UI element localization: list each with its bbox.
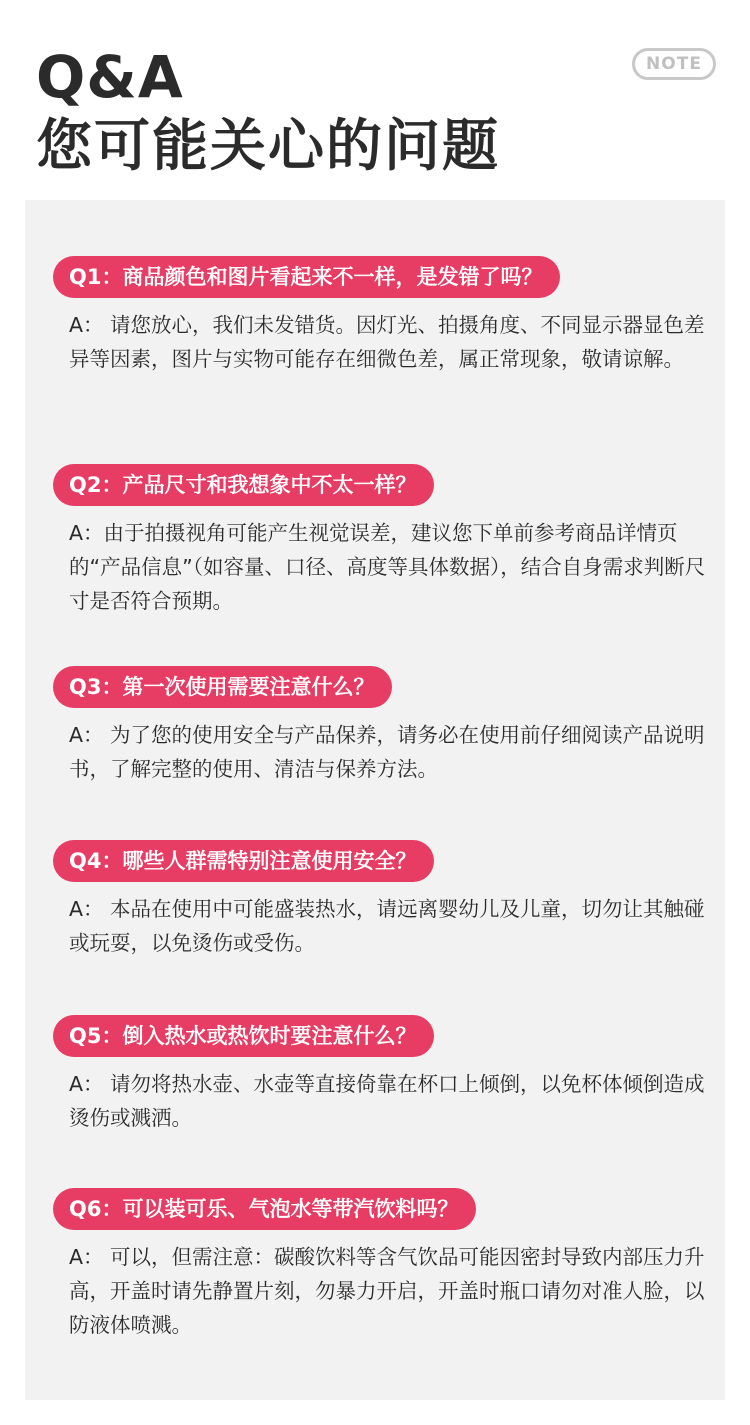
faq-item-6 — [53, 1188, 713, 1342]
faq-item-5 — [53, 1015, 713, 1135]
faq-item-2 — [53, 464, 713, 618]
question-pill: Q6：可以装可乐、气泡水等带汽饮料吗？ — [53, 1188, 476, 1230]
faq-panel — [25, 200, 725, 1400]
page-title-en: Q&A — [36, 43, 184, 111]
question-pill: Q1：商品颜色和图片看起来不一样，是发错了吗？ — [53, 256, 560, 298]
question-pill: Q2：产品尺寸和我想象中不太一样？ — [53, 464, 434, 506]
faq-item-4 — [53, 840, 713, 960]
answer-text: A：由于拍摄视角可能产生视觉误差，建议您下单前参考商品详情页的“产品信息”（如容量、口径、高度等具体数据），结合自身需求判断尺寸是否符合预期。 — [69, 521, 706, 613]
faq-item-3 — [53, 666, 713, 786]
answer-text: A： 为了您的使用安全与产品保养，请务必在使用前仔细阅读产品说明书，了解完整的使用、清洁与保养方法。 — [69, 723, 705, 781]
note-badge: NOTE — [632, 48, 716, 80]
faq-item-1 — [53, 256, 713, 376]
question-pill: Q3：第一次使用需要注意什么？ — [53, 666, 392, 708]
page-title: 您可能关心的问题 — [36, 114, 500, 179]
question-pill: Q5：倒入热水或热饮时要注意什么？ — [53, 1015, 434, 1057]
answer-text: A： 请勿将热水壶、水壶等直接倚靠在杯口上倾倒，以免杯体倾倒造成烫伤或溅洒。 — [69, 1072, 705, 1130]
question-pill: Q4：哪些人群需特别注意使用安全？ — [53, 840, 434, 882]
answer-text: A： 本品在使用中可能盛装热水，请远离婴幼儿及儿童，切勿让其触碰或玩耍，以免烫伤或受伤。 — [69, 897, 705, 955]
answer-text: A： 可以，但需注意：碳酸饮料等含气饮品可能因密封导致内部压力升高，开盖时请先静置片刻，勿暴力开启，开盖时瓶口请勿对准人脸，以防液体喷溅。 — [69, 1245, 705, 1337]
answer-text: A： 请您放心，我们未发错货。因灯光、拍摄角度、不同显示器显色差异等因素，图片与实物可能存在细微色差，属正常现象，敬请谅解。 — [69, 313, 705, 371]
